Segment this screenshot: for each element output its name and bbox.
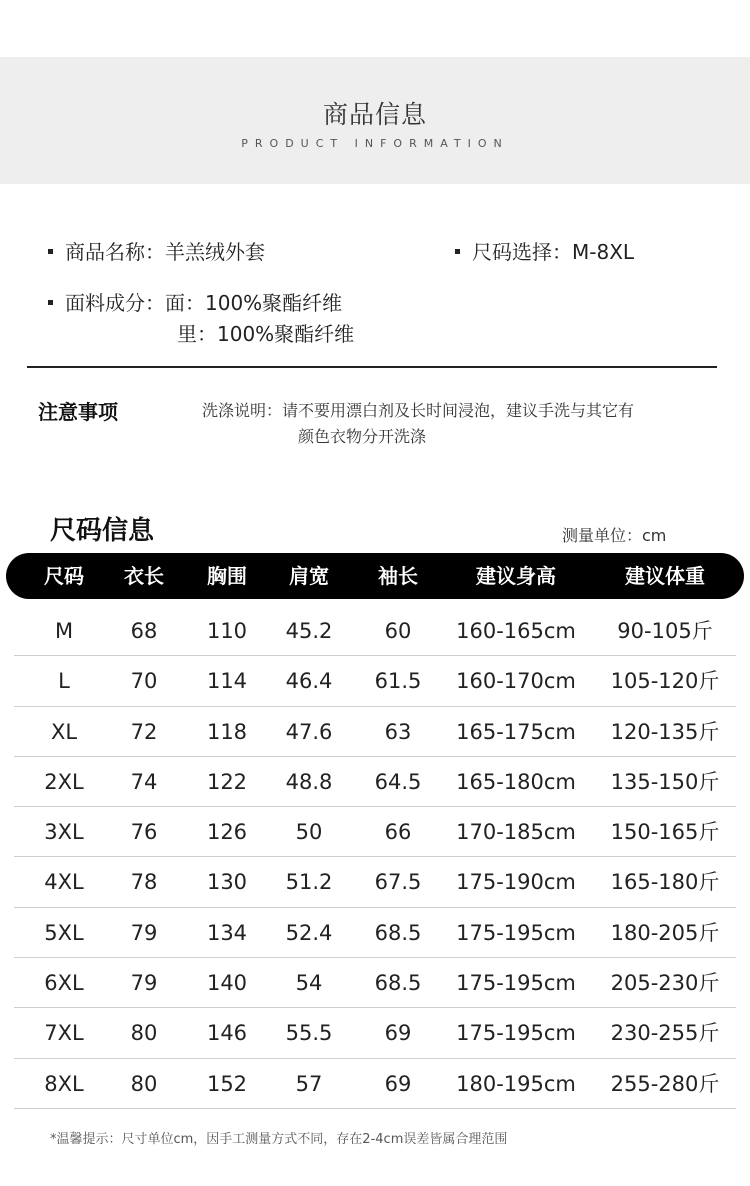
cell-height: 160-170cm [456, 669, 576, 694]
banner-title: 商品信息 [322, 100, 427, 129]
table-row [14, 1008, 736, 1058]
cell-shoulder: 48.8 [285, 769, 333, 794]
column-header-sleeve: 袖长 [378, 564, 418, 588]
product-name-text: 商品名称：羊羔绒外套 [65, 240, 265, 264]
section-divider [27, 366, 717, 368]
cell-sleeve: 66 [384, 820, 412, 845]
cell-size: 6XL [44, 971, 84, 996]
cell-length: 74 [130, 769, 158, 794]
cell-weight: 90-105斤 [617, 619, 713, 643]
cell-size: 2XL [44, 769, 84, 794]
cell-shoulder: 55.5 [285, 1021, 333, 1046]
cell-shoulder: 47.6 [285, 719, 333, 744]
lining-text: 里：100%聚酯纤维 [177, 322, 355, 346]
table-row [14, 857, 736, 907]
measurement-unit: 测量单位：cm [562, 526, 667, 545]
cell-size: 8XL [44, 1071, 84, 1096]
table-row [14, 656, 736, 706]
cell-weight: 255-280斤 [610, 1071, 720, 1096]
cell-chest: 126 [206, 820, 248, 845]
cell-sleeve: 67.5 [374, 870, 422, 895]
washing-line-1: 洗涤说明：请不要用漂白剂及长时间浸泡，建议手洗与其它有 [202, 401, 635, 420]
banner-subtitle: PRODUCT INFORMATION [241, 137, 509, 150]
cell-chest: 152 [206, 1071, 248, 1096]
cell-length: 79 [130, 971, 158, 996]
table-row [14, 757, 736, 807]
cell-shoulder: 57 [295, 1071, 323, 1096]
cell-length: 80 [130, 1021, 158, 1046]
cell-height: 175-195cm [456, 920, 576, 945]
cell-weight: 135-150斤 [610, 769, 720, 794]
table-row [14, 606, 736, 656]
cell-size: XL [50, 719, 78, 744]
cell-weight: 150-165斤 [610, 820, 720, 845]
cell-length: 80 [130, 1071, 158, 1096]
cell-sleeve: 63 [384, 719, 412, 744]
cell-sleeve: 69 [384, 1071, 412, 1096]
cell-chest: 134 [206, 920, 248, 945]
cell-shoulder: 52.4 [285, 920, 333, 945]
cell-sleeve: 68.5 [374, 920, 422, 945]
cell-sleeve: 64.5 [374, 769, 422, 794]
table-row [14, 1059, 736, 1109]
size-choice-row [455, 236, 634, 265]
cell-height: 160-165cm [456, 619, 576, 643]
size-choice-text: 尺码选择：M-8XL [472, 240, 635, 264]
washing-line-2: 颜色衣物分开洗涤 [298, 427, 427, 446]
cell-shoulder: 51.2 [285, 870, 333, 895]
cell-chest: 110 [206, 619, 248, 643]
cell-shoulder: 50 [295, 820, 323, 845]
cell-shoulder: 45.2 [285, 619, 333, 643]
cell-height: 170-185cm [456, 820, 576, 845]
cell-size: 4XL [44, 870, 84, 895]
cell-chest: 130 [206, 870, 248, 895]
cell-height: 175-190cm [456, 870, 576, 895]
cell-size: 3XL [44, 820, 84, 845]
cell-length: 78 [130, 870, 158, 895]
cell-weight: 165-180斤 [610, 870, 720, 895]
cell-chest: 114 [206, 669, 248, 694]
column-header-size: 尺码 [44, 564, 84, 588]
notice-title: 注意事项 [38, 400, 118, 424]
column-header-chest: 胸围 [207, 564, 247, 588]
bullet-icon [455, 249, 460, 254]
cell-weight: 205-230斤 [610, 971, 720, 996]
cell-size: L [58, 669, 70, 694]
cell-length: 70 [130, 669, 158, 694]
cell-sleeve: 61.5 [374, 669, 422, 694]
cell-length: 79 [130, 920, 158, 945]
cell-weight: 230-255斤 [610, 1021, 720, 1046]
cell-height: 180-195cm [456, 1071, 576, 1096]
table-row [14, 807, 736, 857]
cell-weight: 120-135斤 [610, 719, 720, 744]
fabric-text: 面料成分：面：100%聚酯纤维 [65, 291, 343, 315]
column-header-weight: 建议体重 [625, 564, 705, 588]
cell-chest: 118 [206, 719, 248, 744]
cell-chest: 146 [206, 1021, 248, 1046]
cell-sleeve: 68.5 [374, 971, 422, 996]
table-row [14, 958, 736, 1008]
cell-height: 165-175cm [456, 719, 576, 744]
cell-weight: 105-120斤 [610, 669, 720, 694]
size-table-header [6, 553, 744, 599]
cell-size: M [54, 619, 74, 643]
cell-height: 165-180cm [456, 769, 576, 794]
cell-sleeve: 60 [384, 619, 412, 643]
fabric-row [48, 287, 342, 316]
cell-size: 7XL [44, 1021, 84, 1046]
cell-length: 68 [130, 619, 158, 643]
table-row [14, 707, 736, 757]
size-table-body [14, 606, 736, 1109]
column-header-height: 建议身高 [476, 564, 556, 588]
cell-height: 175-195cm [456, 971, 576, 996]
column-header-shoulder: 肩宽 [289, 564, 329, 588]
washing-instructions [202, 398, 712, 450]
size-info-title: 尺码信息 [50, 516, 155, 546]
cell-height: 175-195cm [456, 1021, 576, 1046]
product-info-banner [0, 57, 750, 184]
table-row [14, 908, 736, 958]
cell-chest: 122 [206, 769, 248, 794]
bullet-icon [48, 249, 53, 254]
cell-length: 76 [130, 820, 158, 845]
product-name-row [48, 236, 265, 265]
cell-length: 72 [130, 719, 158, 744]
cell-shoulder: 46.4 [285, 669, 333, 694]
cell-weight: 180-205斤 [610, 920, 720, 945]
warm-tip: *温馨提示：尺寸单位cm，因手工测量方式不同，存在2-4cm误差皆属合理范围 [50, 1132, 508, 1147]
cell-sleeve: 69 [384, 1021, 412, 1046]
column-header-length: 衣长 [124, 564, 164, 588]
cell-chest: 140 [206, 971, 248, 996]
bullet-icon [48, 300, 53, 305]
cell-shoulder: 54 [295, 971, 323, 996]
cell-size: 5XL [44, 920, 84, 945]
